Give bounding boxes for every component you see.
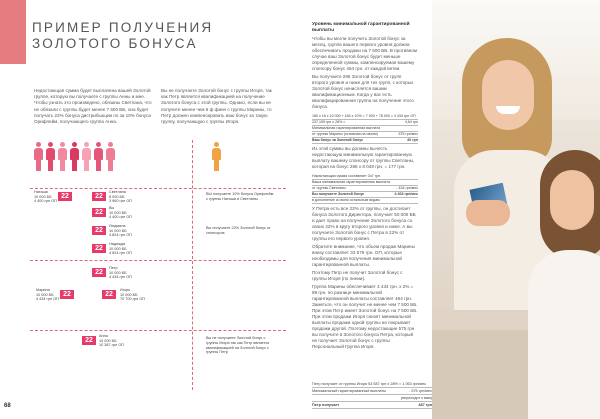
tree-note-bottom: Вы не получаете Золотой бонус с группы Игоря так как Петр является квалификацией на Золотой бонус с группы Петр xyxy=(206,336,270,355)
paragraph: Обратите внимание, что объем продаж Марины внизу составляет 33 579 грн. ОП, которые необходимы для получения минимальной гарантированной выплаты. xyxy=(312,244,415,267)
person-icon xyxy=(106,142,115,172)
table-row: от группы Светланы - 434 грн/мес xyxy=(312,186,418,190)
tree-divider-2 xyxy=(30,260,286,261)
person-icon xyxy=(46,142,55,172)
table-row: от группы Марины (основная на своем) 575 грн/мес xyxy=(312,132,418,136)
node-label: Анна 10 000 ББ 10 387 грн ОП xyxy=(99,334,124,348)
tree-divider-1 xyxy=(30,188,286,189)
table-row: 237,199 грн х 28% = 4,64 грн xyxy=(312,120,418,124)
node-label: Людмила 10 000 ББ 4 824 грн ОП xyxy=(109,224,132,238)
node-label: Марина 10 000 ББ 4 434 грн ОП xyxy=(36,288,59,302)
person-icon xyxy=(70,142,79,172)
paragraph: Вы получаете 286 Золотой бонус от групп второго уровня и ниже для тех групп, с которых Золотой бонус начисляется вашим квалификационным. Когда у вас есть квалифицированная группа на получение этого бонуса. xyxy=(312,74,414,109)
intro-text-a: Недостающая сумма будет выплачена вашей Золотой группе, которую вы получаете с группы Анны и мне. Чтобы узнать это произведено, обязаны Светлана, что не обязали с группы будет менее 7 500 ББ, она будет получать 22% бонуса дистрибьюции по за 10% бонуса Орифлейм, получающего группа Анна. xyxy=(34,88,152,125)
person-icon xyxy=(94,142,103,172)
title-line-2: ЗОЛОТОГО БОНУСА xyxy=(32,36,198,51)
table-row: Минимальный гарантированный выплаты - 575 грн/мес xyxy=(312,389,432,393)
photo-two-women-icon xyxy=(432,0,600,419)
orange-person-icon xyxy=(212,142,221,172)
intro-text-b: Вы не получаете Золотой бонус с группы Игоря, так как Петр является квалификацией на получение Золотого бонуса с этой группы. Однако, если вы не получите менее чем 6 ф финн с группы Марины, то Петр должен компенсировать ваш бонус за такую группу, получающую с группы Игоря. xyxy=(161,88,272,125)
table-row: Нарастающая сумма составляет 347 грн. xyxy=(312,174,418,180)
paragraph: У Петра есть все 22% от группы, он достигает бонуса Золотого Директора, получает 50 000 ББ и дает право на получение Золотого бонуса со своих 22% в кругу второго уровня и ниже. А вы получаете Золотой бонус с Петра в 22% от группы его первого уровня. xyxy=(312,206,416,241)
tree-column-divider xyxy=(192,140,193,390)
paragraph: Чтобы вы могли получить Золотой бонус за месяц, группа вашего первого уровня должна обеспечивать продажи на 7 500 ББ. В противном случае ваш Золотой бонус будет меньше определенной суммы, компенсируемая вашему спонсору бонус 464 грн. от каждой ветви. xyxy=(312,36,418,71)
tree-divider-3 xyxy=(30,330,286,331)
bonus-badge: 22 xyxy=(102,290,116,299)
person-icon xyxy=(82,142,91,172)
section-heading: Уровень минимальной гарантированной выплаты xyxy=(312,22,410,33)
table-row: Петр получает от группы Игоря 53 587 грн х 28% = 1 063 грн/мес xyxy=(312,381,432,388)
table-row: Ваша минимальная гарантированная выплата xyxy=(312,180,418,186)
calc-table-2 xyxy=(312,174,418,204)
table-row: (переходит к вам) xyxy=(312,395,432,402)
explanation-column xyxy=(312,22,418,350)
bonus-badge: 22 xyxy=(92,208,106,217)
title-accent-bar xyxy=(0,0,26,64)
tree-note-top: ВЫ получаете 10% бонуса Орифлейм с группы Наташи и Светланы xyxy=(206,192,274,201)
node-label: Петр 10 000 ББ 4 434 грн ОП xyxy=(109,266,132,280)
page-number: 68 xyxy=(4,403,11,409)
person-icon xyxy=(34,142,43,172)
node-label: Игорь 10 000 ББ 70 700 грн ОП xyxy=(120,288,145,302)
bonus-badge: 22 xyxy=(92,244,106,253)
table-row: Петр получает 487 грн xyxy=(312,403,432,407)
table-row: в дополнение ко всем остальным видам xyxy=(312,198,418,204)
tree-note-mid: Вы получаете 22% Золотой бонус от спонсоров xyxy=(206,226,271,235)
table-row: 180 х 16 х 10 000 + 164 х 10% = 7 500 + 78 000 = 4 434 грн ОП xyxy=(312,114,418,120)
bonus-badge: 22 xyxy=(82,336,96,345)
paragraph: Из этой суммы вы должны вычесть недостающую минимальную гарантированную выплату вашему спонсору от группы Светланы, которая на бонус 286 х 8 048 грн. = 177 грн. xyxy=(312,146,415,169)
table-row: Ваш бонус за Золотой бонус 40 грн xyxy=(312,138,418,142)
calc-table-1 xyxy=(312,114,418,144)
table-row: Вы получаете Золотой бонус 4 403 грн/мес xyxy=(312,192,418,196)
page-title xyxy=(32,20,213,52)
node-label: Надежда 10 000 ББ 4 824 грн ОП xyxy=(109,242,132,256)
sponsor-tree-diagram xyxy=(30,140,286,400)
node-label: Вы 10 000 ББ 4 400 грн ОП xyxy=(109,206,132,220)
bonus-badge: 22 xyxy=(92,268,106,277)
paragraph: Поэтому Петр не получит Золотой бонус с группы Игоря (по линии). xyxy=(312,270,403,281)
bonus-badge: 22 xyxy=(92,192,106,201)
title-line-1: ПРИМЕР ПОЛУЧЕНИЯ xyxy=(32,20,214,35)
node-label: Светлана 8 000 ББ 3 960 грн ОП xyxy=(109,190,132,204)
bonus-badge: 22 xyxy=(58,192,72,201)
bonus-badge: 22 xyxy=(92,226,106,235)
person-icon xyxy=(58,142,67,172)
bottom-calc-table xyxy=(312,381,432,409)
node-label: Наташа 10 000 ББ 4 400 грн ОП xyxy=(34,190,57,204)
table-row: Минимальная гарантированная выплата xyxy=(312,126,418,132)
paragraph: Группа Марины обеспечивает 4 434 грн. х 2% = 89 грн. по разнице минимальной гарантированной выплаты составляет 464 грн. Заметьте, что он получит не менее чем 7 500 ББ. При этом Петр имеет Золотой бонус на 7 500 ББ. При этом продажи Игоря снизят минимальной выплаты продажи одной группы не покрывает продажи другой. Поэтому недостающие 575 грн вы получите в Золотого бонуса Петра, который не получает Золотой бонус с группы Персональный Группа Игоря. xyxy=(312,284,418,349)
bonus-badge: 22 xyxy=(60,290,74,299)
